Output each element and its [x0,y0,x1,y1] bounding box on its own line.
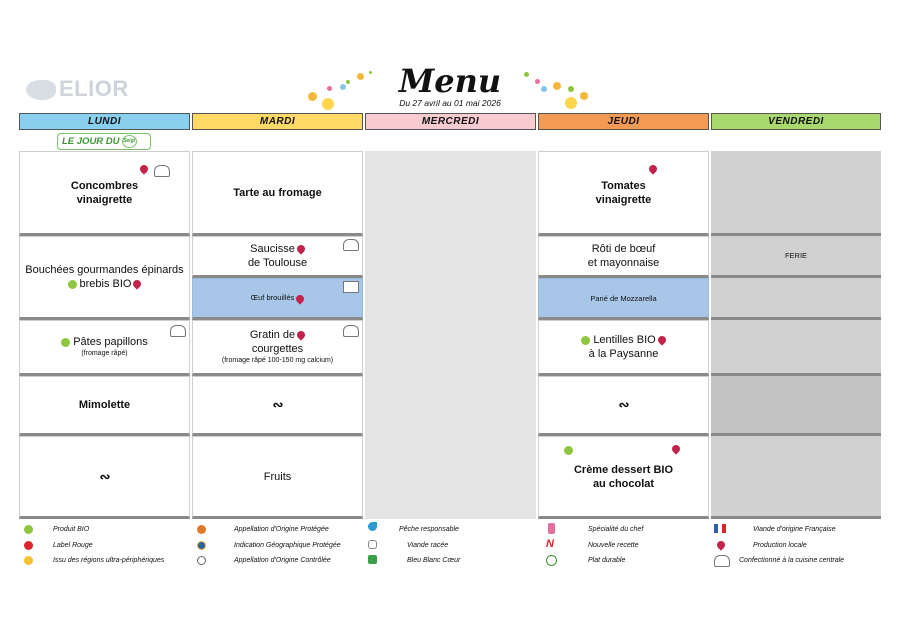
fish-icon [368,522,377,531]
dish-name: Concombres [70,179,139,192]
dish-line [250,328,305,342]
chef-hat-icon [343,325,359,337]
legend-item: Nouvelle recette [588,542,639,549]
menu-cell [192,151,363,236]
local-production-icon [647,163,658,174]
menu-cell [19,236,190,320]
menu-cell [192,436,363,519]
new-recipe-icon: N [546,538,554,550]
dish-line [250,242,305,256]
dish-name: au chocolat [592,477,655,490]
dish-name: Mimolette [78,399,131,411]
bull-icon [26,80,56,100]
dish-name: Crème dessert BIO [573,463,674,476]
legend-item: Indication Géographique Protégée [234,542,341,549]
chef-hat-icon [154,165,170,177]
date-range: Du 27 avril au 01 mai 2026 [399,98,501,108]
legend-item: Issu des régions ultra-périphériques [53,557,165,564]
dish-line [61,335,148,349]
local-production-icon [295,329,306,340]
local-production-icon [715,539,726,550]
legend-item: Label Rouge [53,542,93,549]
confetti-dot [580,92,588,100]
column-jeudi [538,151,709,519]
menu-cell [19,320,190,376]
day-header-jeudi: JEUDI [538,113,709,130]
menu-cell [192,236,363,278]
squiggle-icon: ∾ [99,468,110,484]
igp-icon [197,541,206,550]
chef-hat-icon [343,239,359,251]
dish-name: Lentilles BIO [593,334,656,346]
label-rouge-icon [24,541,33,550]
legend-item: Bleu Blanc Cœur [407,557,461,564]
bio-icon [581,336,590,345]
menu-cell [19,151,190,236]
column-mercredi-empty [365,151,536,519]
squiggle-icon: ∾ [618,397,629,412]
chef-hat-icon [343,281,359,293]
legend-item: Produit BIO [53,526,90,533]
legend-item: Spécialité du chef [588,526,644,533]
dish-name: Pané de Mozzarella [590,293,657,303]
dish-note: (fromage râpé 100-150 mg calcium) [221,357,334,364]
durable-icon [546,555,557,566]
vendredi-cell [711,236,881,278]
chef-hat-icon [170,325,186,337]
dish-note: (fromage râpé) [81,350,128,357]
elior-logo: ELIOR [26,76,129,102]
regions-icon [24,556,33,565]
local-production-icon [132,278,143,289]
dish-name: Gratin de [249,329,296,341]
local-production-icon [138,163,149,174]
jour-du-badge: LE JOUR DU Seigl [57,133,151,150]
dish-name: Tomates [601,179,646,192]
dish-name: Œuf brouillés [250,293,295,303]
column-mardi [192,151,363,519]
menu-cell-alternative [192,278,363,320]
legend-item: Production locale [753,542,807,549]
dish-name: Fruits [263,470,292,483]
menu-cell [538,320,709,376]
dish-line [581,333,665,347]
dish-name: Pâtes papillons [73,336,148,348]
bio-icon [61,338,70,347]
menu-cell [19,376,190,436]
legend-item: Appellation d'Origine Protégée [234,526,329,533]
bio-icon [564,446,573,455]
local-production-icon [656,334,667,345]
legend-item: Plat durable [588,557,626,564]
legend-item: Pêche responsable [399,526,459,533]
vendredi-cell [711,436,881,519]
vendredi-cell [711,278,881,320]
legend-item: Appellation d'Origine Contrôlée [234,557,331,564]
legend-item: Viande d'origine Française [753,526,836,533]
menu-cell-alternative [538,278,709,320]
day-header-mardi: MARDI [192,113,363,130]
day-header-vendredi: VENDREDI [711,113,881,130]
dish-name: Saucisse [250,243,295,255]
bio-icon [24,525,33,534]
bleu-blanc-coeur-icon [368,555,377,564]
day-header-lundi: LUNDI [19,113,190,130]
menu-cell [538,376,709,436]
squiggle-icon: ∾ [272,397,283,412]
vendredi-cell [711,320,881,376]
local-production-icon [670,443,681,454]
dish-line [68,277,142,291]
vendredi-cell [711,376,881,436]
dish-line [251,293,305,302]
column-lundi [19,151,190,519]
menu-cell [538,151,709,236]
french-flag-icon [714,524,726,533]
local-production-icon [295,243,306,254]
legend-item: Confectionné à la cuisine centrale [739,557,845,564]
dish-name: courgettes [251,343,304,355]
dish-name: Rôti de bœuf [591,243,656,255]
confetti-dot [308,92,317,101]
menu-cell [538,436,709,519]
aoc-icon [197,556,206,565]
chef-special-icon [548,523,555,534]
dish-name: et mayonnaise [587,257,660,269]
dish-name: brebis BIO [79,278,132,290]
dish-name: à la Paysanne [588,348,659,360]
dish-name: Tarte au fromage [233,186,322,199]
menu-cell [192,376,363,436]
page-title: Menu [398,62,502,100]
dish-name: Bouchées gourmandes épinards [25,264,184,276]
bio-icon [68,280,77,289]
menu-cell [192,320,363,376]
day-header-mercredi: MERCREDI [365,113,536,130]
seal-icon: Seigl [122,135,137,148]
legend-item: Viande racée [407,542,449,549]
menu-cell [538,236,709,278]
dish-name: de Toulouse [247,257,308,269]
dish-name: vinaigrette [595,193,652,206]
menu-cell [19,436,190,519]
local-production-icon [295,293,306,304]
dish-name: vinaigrette [76,193,133,206]
chef-hat-icon [714,555,730,567]
holiday-note: FERIE [784,251,808,260]
aop-icon [197,525,206,534]
cow-icon [368,540,377,549]
vendredi-cell [711,151,881,236]
